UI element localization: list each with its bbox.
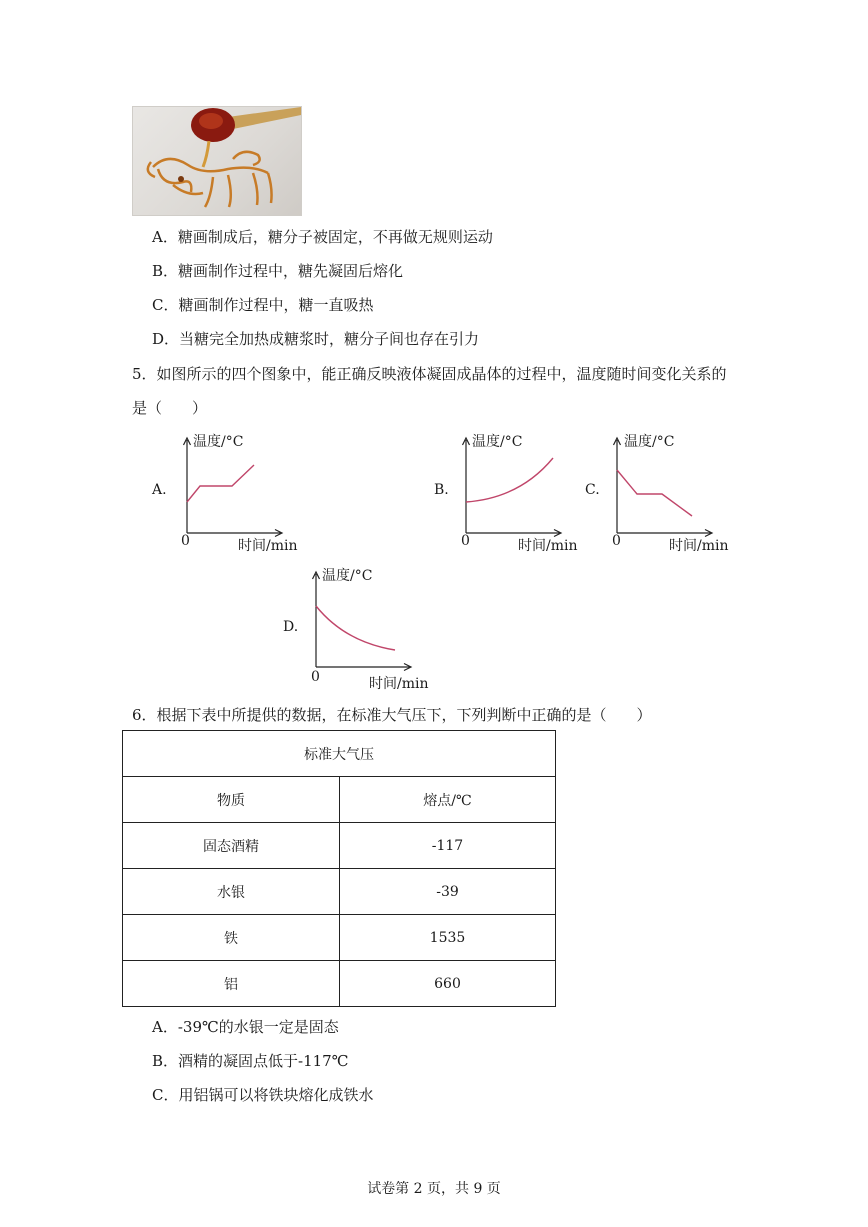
table-cell-melting-point: -39 — [340, 869, 556, 915]
q6-option-a: A．-39℃的水银一定是固态 — [152, 1018, 339, 1036]
table-row — [123, 869, 556, 915]
sugar-painting-illustration — [133, 107, 301, 215]
graph-c-option-label: C. — [585, 482, 600, 498]
q4-option-a: A．糖画制成后，糖分子被固定，不再做无规则运动 — [152, 228, 493, 246]
table-row — [123, 823, 556, 869]
table-row — [123, 915, 556, 961]
table-cell-substance: 固态酒精 — [123, 823, 340, 869]
graph-d-x-axis-label: 时间/min — [369, 676, 429, 692]
table-cell-melting-point: 660 — [340, 961, 556, 1007]
graph-a-curve — [187, 465, 254, 502]
graph-b-curve — [466, 458, 553, 502]
table-row — [123, 961, 556, 1007]
q4-option-c: C．糖画制作过程中，糖一直吸热 — [152, 296, 374, 314]
q5-stem-line2: 是（ ） — [132, 399, 208, 417]
q6-option-c: C．用铝锅可以将铁块熔化成铁水 — [152, 1086, 374, 1104]
graph-b-option-label: B. — [434, 482, 449, 498]
q4-option-b: B．糖画制作过程中，糖先凝固后熔化 — [152, 262, 404, 280]
graph-d-origin-label: 0 — [311, 669, 320, 685]
graph-d-plot — [315, 572, 415, 668]
graph-c-plot — [616, 438, 716, 534]
table-header-melting-point: 熔点/℃ — [340, 777, 556, 823]
sugar-painting-photo — [132, 106, 302, 216]
table-header-substance: 物质 — [123, 777, 340, 823]
graph-c-x-axis-label: 时间/min — [669, 538, 729, 554]
graph-a-plot — [186, 438, 286, 534]
graph-d-y-axis-label: 温度/°C — [322, 568, 373, 584]
graph-a-origin-label: 0 — [181, 533, 190, 549]
graph-a-x-axis-label: 时间/min — [238, 538, 298, 554]
page-footer: 试卷第 2 页，共 9 页 — [367, 1181, 501, 1197]
table-cell-substance: 水银 — [123, 869, 340, 915]
table-cell-melting-point: 1535 — [340, 915, 556, 961]
table-header-row — [123, 777, 556, 823]
table-cell-substance: 铁 — [123, 915, 340, 961]
table-cell-melting-point: -117 — [340, 823, 556, 869]
graph-d-curve — [316, 606, 395, 650]
melting-point-table — [122, 730, 556, 1007]
graph-a-y-axis-label: 温度/°C — [193, 434, 244, 450]
table-caption: 标准大气压 — [123, 731, 556, 777]
graph-c-y-axis-label: 温度/°C — [624, 434, 675, 450]
q4-option-d: D．当糖完全加热成糖浆时，糖分子间也存在引力 — [152, 330, 480, 348]
q6-stem: 6．根据下表中所提供的数据，在标准大气压下，下列判断中正确的是（ ） — [132, 706, 652, 724]
graph-c-curve — [617, 470, 692, 516]
table-caption-row — [123, 731, 556, 777]
graph-a-option-label: A. — [152, 482, 167, 498]
table-cell-substance: 铝 — [123, 961, 340, 1007]
q5-stem-line1: 5．如图所示的四个图象中，能正确反映液体凝固成晶体的过程中，温度随时间变化关系的 — [132, 365, 727, 383]
graph-c-origin-label: 0 — [612, 533, 621, 549]
graph-b-y-axis-label: 温度/°C — [472, 434, 523, 450]
graph-b-plot — [465, 438, 565, 534]
graph-d-option-label: D. — [283, 619, 299, 635]
graph-b-origin-label: 0 — [461, 533, 470, 549]
q6-option-b: B．酒精的凝固点低于-117℃ — [152, 1052, 349, 1070]
graph-b-x-axis-label: 时间/min — [518, 538, 578, 554]
